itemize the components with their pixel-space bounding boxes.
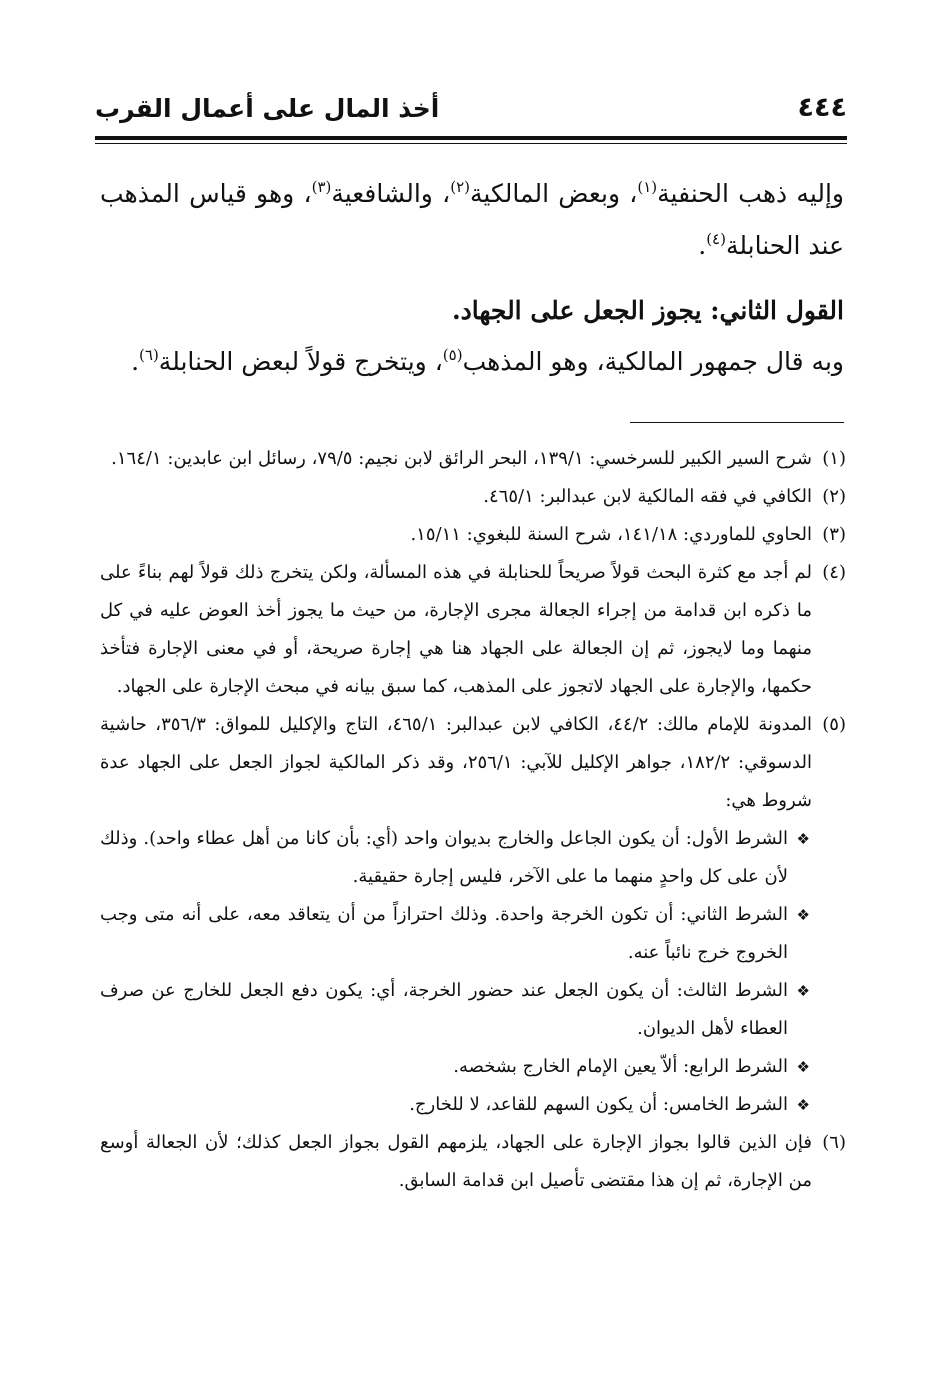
footnote-number: (٢)	[822, 486, 846, 507]
footnotes	[100, 440, 846, 1200]
footnote-text: شرح السير الكبير للسرخسي: ١٣٩/١، البحر الرائق لابن نجيم: ٧٩/٥، رسائل ابن عابدين: ١٦٤/١.	[111, 448, 812, 469]
diamond-bullet-icon: ❖	[796, 906, 810, 924]
text-segment: .	[698, 231, 707, 260]
text-segment: ، وهو قياس المذهب عند الحنابلة	[100, 179, 844, 260]
footnote-5	[100, 706, 846, 820]
footnote-text: لم أجد مع كثرة البحث قولاً صريحاً للحنابلة في هذه المسألة، ولكن يتخرج ذلك قولاً لهم بناءً على ما ذكره ابن قدامة من إجراء الجعالة مجرى الإجارة، من حيث ما يجوز أخذ العوض عليه في كل منهما وما لايجوز، ثم إن الجعالة على الجهاد هنا هي إجارة صريحة، أو في معنى الإجارة فتأخذ حكمها، والإجارة على الجهاد لاتجوز على المذهب، كما سبق بيانه في مبحث الإجارة على الجهاد.	[100, 562, 812, 697]
footnote-number: (٦)	[822, 1132, 846, 1153]
text-segment: وإليه ذهب الحنفية	[657, 179, 844, 208]
header-rule-thin	[95, 143, 847, 144]
footnote-text: الحاوي للماوردي: ١٤١/١٨، شرح السنة للبغوي: ١٥/١١.	[410, 524, 812, 545]
footnote-4	[100, 554, 846, 706]
footnote-number: (٥)	[822, 714, 846, 735]
page-header	[95, 92, 847, 128]
condition-item	[100, 972, 846, 1048]
diamond-bullet-icon: ❖	[796, 830, 810, 848]
footnote-ref-2[interactable]: (٢)	[450, 178, 471, 196]
text-segment: ، ويتخرج قولاً لبعض الحنابلة	[158, 347, 443, 376]
footnote-text: الكافي في فقه المالكية لابن عبدالبر: ٤٦٥/١.	[483, 486, 812, 507]
footnote-ref-3[interactable]: (٣)	[311, 178, 332, 196]
diamond-bullet-icon: ❖	[796, 1058, 810, 1076]
condition-item	[100, 1048, 846, 1086]
condition-text: الشرط الخامس: أن يكون السهم للقاعد، لا للخارج.	[409, 1094, 788, 1115]
condition-item	[100, 1086, 846, 1124]
footnote-ref-4[interactable]: (٤)	[706, 230, 726, 248]
diamond-bullet-icon: ❖	[796, 982, 810, 1000]
footnote-ref-6[interactable]: (٦)	[139, 346, 159, 364]
conditions-list	[100, 820, 846, 1124]
footnote-separator	[630, 422, 844, 423]
footnote-2	[100, 478, 846, 516]
condition-item	[100, 896, 846, 972]
paragraph-first-opinion-supporters	[100, 168, 844, 272]
page-number: ٤٤٤	[797, 92, 847, 123]
footnote-3	[100, 516, 846, 554]
text-segment: ، والشافعية	[331, 179, 451, 208]
footnote-text: فإن الذين قالوا بجواز الإجارة على الجهاد، يلزمهم القول بجواز الجعل كذلك؛ لأن الجعالة أوسع من الإجارة، ثم إن هذا مقتضى تأصيل ابن قدامة السابق.	[100, 1132, 812, 1191]
footnote-number: (١)	[822, 448, 846, 469]
footnote-text: المدونة للإمام مالك: ٤٤/٢، الكافي لابن عبدالبر: ٤٦٥/١، التاج والإكليل للمواق: ٣٥٦/٣، حاشية الدسوقي: ١٨٢/٢، جواهر الإكليل للآبي: ٢٥٦/١، وقد ذكر المالكية لجواز الجعل على الجهاد عدة شروط هي:	[100, 714, 812, 811]
second-opinion-heading: القول الثاني: يجوز الجعل على الجهاد.	[451, 296, 844, 325]
header-rule-thick	[95, 136, 847, 140]
running-title: أخذ المال على أعمال القرب	[95, 94, 440, 123]
text-segment: ، وبعض المالكية	[470, 179, 638, 208]
footnote-6	[100, 1124, 846, 1200]
footnote-1	[100, 440, 846, 478]
text-segment: .	[131, 347, 140, 376]
diamond-bullet-icon: ❖	[796, 1096, 810, 1114]
condition-text: الشرط الرابع: ألاّ يعين الإمام الخارج بشخصه.	[453, 1056, 788, 1077]
condition-text: الشرط الثاني: أن تكون الخرجة واحدة. وذلك احترازاً من أن يتعاقد معه، على أنه متى وجب الخروج خرج نائباً عنه.	[100, 904, 788, 963]
paragraph-second-opinion-supporters	[100, 336, 844, 388]
footnote-number: (٣)	[822, 524, 846, 545]
condition-text: الشرط الأول: أن يكون الجاعل والخارج بديوان واحد (أي: بأن كانا من أهل عطاء واحد). وذلك لأن على كل واحدٍ منهما ما على الآخر، فليس إجارة حقيقية.	[100, 828, 788, 887]
footnote-number: (٤)	[822, 562, 846, 583]
footnote-ref-1[interactable]: (١)	[637, 178, 658, 196]
condition-text: الشرط الثالث: أن يكون الجعل عند حضور الخرجة، أي: يكون دفع الجعل للخارج عن صرف العطاء لأهل الديوان.	[100, 980, 788, 1039]
condition-item	[100, 820, 846, 896]
text-segment: وبه قال جمهور المالكية، وهو المذهب	[462, 347, 844, 376]
footnote-ref-5[interactable]: (٥)	[442, 346, 463, 364]
